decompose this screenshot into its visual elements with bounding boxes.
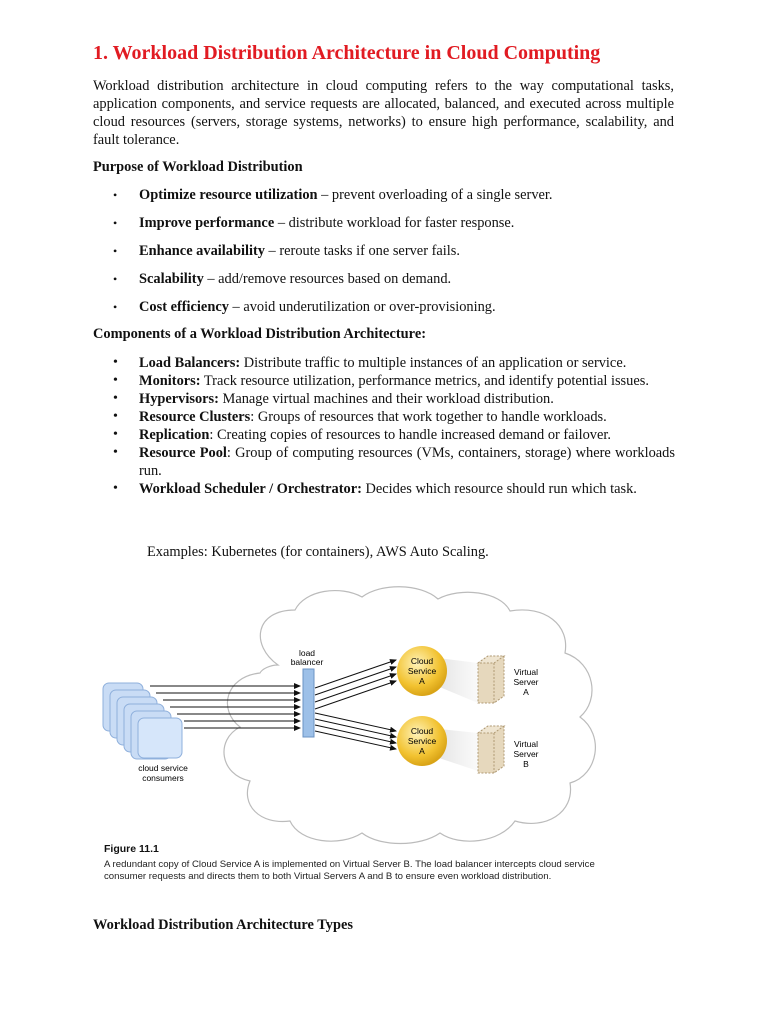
service-a-label: A: [419, 676, 425, 686]
purpose-list: [93, 186, 675, 326]
virtual-server-b-icon: [478, 726, 504, 773]
list-item: [93, 444, 675, 480]
list-item: [93, 186, 675, 214]
item-text: Distribute traffic to multiple instances of an application or service.: [240, 355, 627, 371]
intro-paragraph: Workload distribution architecture in cloud computing refers to the way computational tasks, application components, and service requests are allocated, balanced, and executed across multiple cloud resources (servers, storage systems, networks) to ensure high performance, scalability, and fault tolerance.: [93, 78, 674, 148]
item-text: – prevent overloading of a single server.: [317, 187, 553, 203]
load-balancer-icon: [303, 669, 314, 737]
item-term: Resource Clusters: [139, 409, 251, 425]
cloud-shape: [224, 587, 595, 844]
item-term: Hypervisors:: [139, 391, 219, 407]
item-text: : Creating copies of resources to handle increased demand or failover.: [209, 427, 611, 443]
virtual-server-a-icon: [478, 656, 504, 703]
list-item: [93, 480, 675, 498]
figure-label: Figure 11.1: [104, 843, 159, 855]
item-text: – add/remove resources based on demand.: [203, 271, 452, 287]
purpose-heading: Purpose of Workload Distribution: [93, 159, 303, 175]
bullet-icon: •: [113, 216, 118, 230]
service-copy-label: A: [419, 746, 425, 756]
examples-line: Examples: Kubernetes (for containers), AWS Auto Scaling.: [147, 544, 489, 560]
bullet-icon: •: [113, 391, 118, 406]
server-b-label: Virtual: [514, 739, 538, 749]
item-term: Resource Pool: [139, 445, 227, 461]
item-text: : Group of computing resources (VMs, containers, storage) where workloads run.: [139, 445, 675, 479]
load-balancer-label: balancer: [290, 657, 324, 667]
item-text: Decides which resource should run which task.: [361, 481, 637, 497]
list-item: [93, 242, 675, 270]
components-heading: Components of a Workload Distribution Architecture:: [93, 326, 426, 342]
list-item: [93, 372, 675, 390]
bullet-icon: •: [113, 427, 118, 442]
bullet-icon: •: [113, 300, 118, 314]
components-list: [93, 354, 675, 498]
bullet-icon: •: [113, 481, 118, 496]
item-term: Optimize resource utilization: [139, 187, 318, 203]
load-balancer-label: load: [298, 648, 316, 658]
item-term: Improve performance: [139, 215, 275, 231]
item-term: Cost efficiency: [139, 299, 229, 315]
types-heading: Workload Distribution Architecture Types: [93, 917, 353, 933]
service-a-label: Cloud: [410, 656, 434, 666]
server-a-label: Server: [513, 677, 539, 687]
item-text: Track resource utilization, performance metrics, and identify potential issues.: [200, 373, 649, 389]
item-text: Manage virtual machines and their workload distribution.: [218, 391, 554, 407]
page-title: 1. Workload Distribution Architecture in Cloud Computing: [93, 42, 601, 64]
item-term: Enhance availability: [139, 243, 265, 259]
architecture-diagram: [100, 585, 625, 845]
list-item: [93, 214, 675, 242]
item-text: : Groups of resources that work together to handle workloads.: [250, 409, 607, 425]
service-copy-label: Cloud: [410, 726, 434, 736]
server-a-label: A: [523, 687, 529, 697]
item-term: Scalability: [139, 271, 204, 287]
consumers-label: consumers: [142, 773, 184, 783]
list-item: [93, 298, 675, 326]
item-term: Replication: [139, 427, 210, 443]
cloud-service-consumers-icon: [103, 683, 182, 759]
list-item: [93, 390, 675, 408]
item-text: – distribute workload for faster response.: [274, 215, 515, 231]
bullet-icon: •: [113, 188, 118, 202]
item-text: – avoid underutilization or over-provisioning.: [228, 299, 496, 315]
list-item: [93, 408, 675, 426]
server-b-label: B: [523, 759, 529, 769]
consumers-label: cloud service: [138, 763, 188, 773]
item-term: Monitors:: [139, 373, 201, 389]
item-term: Load Balancers:: [139, 355, 241, 371]
server-b-label: Server: [513, 749, 539, 759]
bullet-icon: •: [113, 272, 118, 286]
server-a-label: Virtual: [514, 667, 538, 677]
bullet-icon: •: [113, 409, 118, 424]
item-term: Workload Scheduler / Orchestrator:: [139, 481, 362, 497]
bullet-icon: •: [113, 445, 118, 460]
item-text: – reroute tasks if one server fails.: [264, 243, 460, 259]
list-item: [93, 354, 675, 372]
list-item: [93, 270, 675, 298]
figure-caption: A redundant copy of Cloud Service A is implemented on Virtual Server B. The load balancer intercepts cloud service consumer requests and directs them to both Virtual Servers A and B to ensure even workload distribution.: [104, 859, 595, 882]
list-item: [93, 426, 675, 444]
bullet-icon: •: [113, 355, 118, 370]
architecture-figure: [100, 585, 625, 885]
service-a-label: Service: [407, 666, 437, 676]
bullet-icon: •: [113, 373, 118, 388]
bullet-icon: •: [113, 244, 118, 258]
service-copy-label: Service: [407, 736, 437, 746]
